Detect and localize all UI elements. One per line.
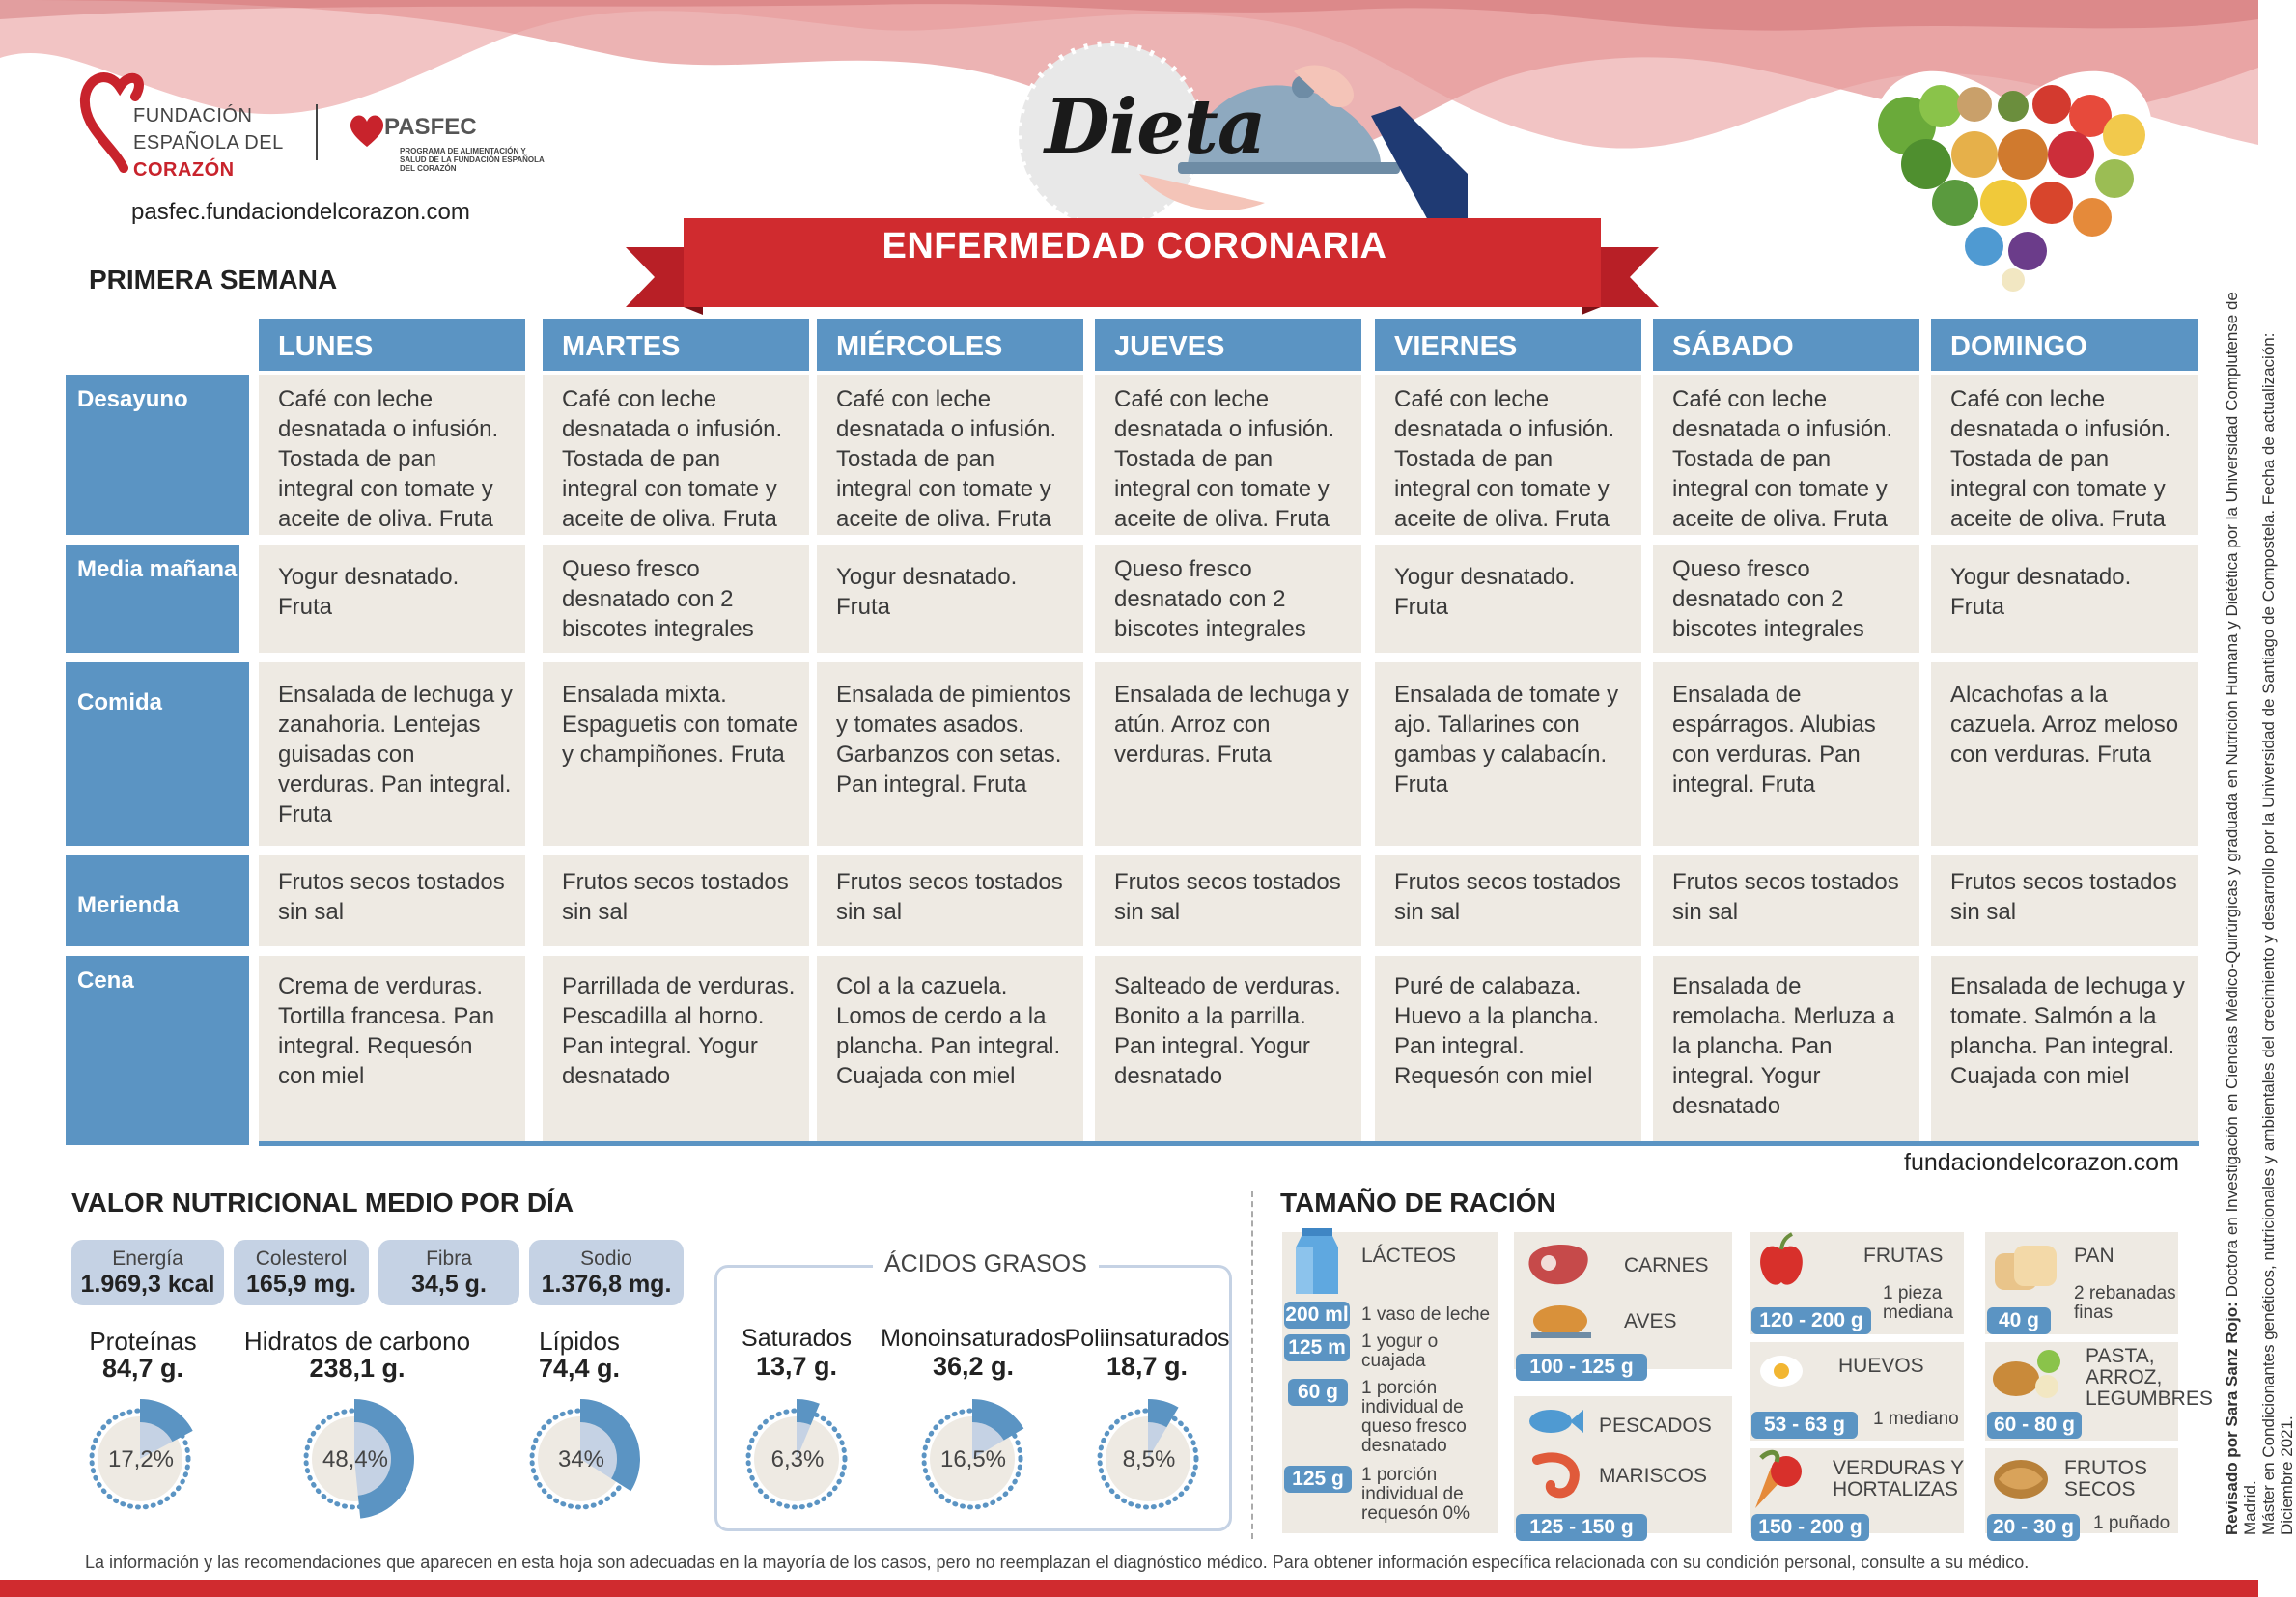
- ration-desc: 1 pieza mediana: [1883, 1283, 1953, 1323]
- nutrition-box-value: 1.969,3 kcal: [80, 1271, 215, 1298]
- pct-label-hidratos: 48,4%: [322, 1446, 389, 1472]
- footer-disclaimer: La información y las recomendaciones que aparecen en esta hoja son adecuadas en la mayoría de los casos, pero no reemplazan el diagnóstico médico. Para obtener información específica relacionada con su condición personal, consulte a su médico.: [85, 1553, 2030, 1572]
- menu-cell: Café con leche desnatada o infusión. Tostada de pan integral con tomate y aceite de oliva. Fruta: [1931, 375, 2198, 535]
- acid-value-poli: 18,7 g.: [1106, 1352, 1189, 1381]
- milk-carton-icon: [1294, 1226, 1340, 1294]
- nutrition-box-fibra: [378, 1240, 519, 1305]
- meal-header-media-manana: Media mañana: [66, 545, 239, 653]
- qty-pill: 125 m: [1284, 1334, 1350, 1361]
- side-credits: [2223, 280, 2296, 1535]
- meal-header-merienda: Merienda: [66, 855, 249, 946]
- vegetable-heart-illustration: [1868, 48, 2158, 309]
- pasfec-subtitle: PROGRAMA DE ALIMENTACIÓN Y SALUD DE LA FUNDACIÓN ESPAÑOLA DEL CORAZÓN: [400, 147, 545, 173]
- week-label: PRIMERA SEMANA: [89, 265, 338, 294]
- menu-cell: Frutos secos tostados sin sal: [259, 855, 525, 946]
- ration-label-frutas: FRUTAS: [1863, 1245, 1944, 1267]
- pasta-legumes-icon: [1989, 1344, 2070, 1406]
- logo-separator: [316, 104, 318, 160]
- website-link[interactable]: pasfec.fundaciondelcorazon.com: [131, 199, 470, 225]
- fec-line-1: FUNDACIÓN: [133, 105, 253, 126]
- qty-pill: 125 g: [1284, 1466, 1352, 1493]
- vegetables-icon: [1742, 1448, 1809, 1516]
- side-credits-text: [2223, 280, 2296, 1535]
- menu-cell: Puré de calabaza. Huevo a la plancha. Pan integral. Requesón con miel: [1375, 956, 1641, 1141]
- donut-arc: [797, 1399, 820, 1425]
- page-title: Dieta: [1045, 83, 1266, 171]
- ration-desc: 2 rebanadas finas: [2074, 1283, 2176, 1323]
- fec-line-2: ESPAÑOLA DEL: [133, 132, 284, 154]
- day-header-0: LUNES: [259, 319, 525, 371]
- nutrition-box-colesterol: [234, 1240, 369, 1305]
- meal-header-comida: Comida: [66, 662, 249, 846]
- menu-cell: Col a la cazuela. Lomos de cerdo a la plancha. Pan integral. Cuajada con miel: [817, 956, 1083, 1141]
- menu-cell: Café con leche desnatada o infusión. Tostada de pan integral con tomate y aceite de oliva. Fruta: [817, 375, 1083, 535]
- menu-cell: Café con leche desnatada o infusión. Tostada de pan integral con tomate y aceite de oliva. Fruta: [543, 375, 809, 535]
- acid-value-saturados: 13,7 g.: [755, 1352, 838, 1381]
- meal-header-desayuno: Desayuno: [66, 375, 249, 535]
- ration-desc: 1 vaso de leche: [1361, 1304, 1491, 1325]
- ration-desc: 1 porción individual de queso fresco desnatado: [1361, 1378, 1467, 1456]
- pasfec-title: PASFEC: [384, 114, 477, 140]
- qty-pill: 53 - 63 g: [1751, 1412, 1858, 1439]
- day-header-2: MIÉRCOLES: [817, 319, 1083, 371]
- ration-label-mariscos: MARISCOS: [1599, 1465, 1708, 1487]
- macro-label-hidratos: Hidratos de carbono: [243, 1327, 471, 1356]
- qty-pill: 40 g: [1987, 1307, 2051, 1334]
- macro-value-hidratos: 238,1 g.: [309, 1354, 406, 1383]
- nutrition-box-sodio: [529, 1240, 684, 1305]
- menu-cell: Yogur desnatado. Fruta: [1375, 545, 1641, 653]
- ration-label-pescados: PESCADOS: [1599, 1415, 1712, 1437]
- ration-label-huevos: HUEVOS: [1838, 1355, 1924, 1377]
- menu-cell: Café con leche desnatada o infusión. Tostada de pan integral con tomate y aceite de oliva. Fruta: [259, 375, 525, 535]
- table-bottom-line: [259, 1141, 2199, 1146]
- menu-cell: Ensalada de lechuga y atún. Arroz con verduras. Fruta: [1095, 662, 1361, 846]
- nutrition-box-label: Colesterol: [255, 1247, 348, 1270]
- qty-pill: 100 - 125 g: [1516, 1354, 1647, 1381]
- ration-label-lacteos: LÁCTEOS: [1361, 1245, 1457, 1267]
- website-bottom-link[interactable]: fundaciondelcorazon.com: [1904, 1149, 2179, 1176]
- menu-cell: Crema de verduras. Tortilla francesa. Pan integral. Requesón con miel: [259, 956, 525, 1141]
- bread-slices-icon: [1991, 1240, 2062, 1294]
- fec-logo-text: [133, 102, 284, 183]
- menu-cell: Queso fresco desnatado con 2 biscotes integrales: [1653, 545, 1919, 653]
- ribbon-title: ENFERMEDAD CORONARIA: [882, 226, 1387, 266]
- menu-cell: Frutos secos tostados sin sal: [1375, 855, 1641, 946]
- qty-pill: 125 - 150 g: [1516, 1514, 1647, 1541]
- qty-pill: 120 - 200 g: [1751, 1307, 1871, 1334]
- day-header-6: DOMINGO: [1931, 319, 2198, 371]
- reviewer-name: Revisado por Sara Sanz Rojo:: [2223, 1302, 2241, 1535]
- nutrition-box-label: Sodio: [580, 1247, 632, 1270]
- ration-title: TAMAÑO DE RACIÓN: [1280, 1188, 1556, 1218]
- menu-cell: Ensalada de remolacha. Merluza a la plancha. Pan integral. Yogur desnatado: [1653, 956, 1919, 1141]
- macro-value-proteinas: 84,7 g.: [101, 1354, 184, 1383]
- menu-cell: Ensalada de espárragos. Alubias con verduras. Pan integral. Fruta: [1653, 662, 1919, 846]
- apple-icon: [1757, 1232, 1806, 1288]
- roast-chicken-icon: [1527, 1294, 1595, 1340]
- qty-pill: 60 g: [1288, 1379, 1348, 1406]
- side-credits-line-1: [2223, 280, 2259, 1535]
- nutrition-box-value: 165,9 mg.: [246, 1271, 356, 1298]
- ration-desc: 1 yogur o cuajada: [1361, 1331, 1439, 1371]
- menu-cell: Ensalada de tomate y ajo. Tallarines con gambas y calabacín. Fruta: [1375, 662, 1641, 846]
- menu-cell: Café con leche desnatada o infusión. Tostada de pan integral con tomate y aceite de oliva. Fruta: [1653, 375, 1919, 535]
- nutrition-box-value: 34,5 g.: [411, 1271, 487, 1298]
- menu-cell: Queso fresco desnatado con 2 biscotes integrales: [543, 545, 809, 653]
- acid-label-saturados: Saturados: [742, 1325, 852, 1352]
- ration-desc: 1 porción individual de requesón 0%: [1361, 1465, 1470, 1524]
- macro-label-proteinas: Proteínas: [89, 1327, 197, 1356]
- menu-cell: Café con leche desnatada o infusión. Tostada de pan integral con tomate y aceite de oliva. Fruta: [1375, 375, 1641, 535]
- ration-label-carnes: CARNES: [1624, 1254, 1709, 1276]
- nutrition-box-energia: [71, 1240, 224, 1305]
- acid-label-mono: Monoinsaturados: [881, 1325, 1066, 1352]
- day-header-3: JUEVES: [1095, 319, 1361, 371]
- fec-line-3: CORAZÓN: [133, 159, 235, 181]
- day-header-4: VIERNES: [1375, 319, 1641, 371]
- pct-label-poli: 8,5%: [1122, 1446, 1176, 1472]
- menu-cell: Salteado de verduras. Bonito a la parrilla. Pan integral. Yogur desnatado: [1095, 956, 1361, 1141]
- pct-label-mono: 16,5%: [939, 1446, 1007, 1472]
- reviewer-line-1: Doctora en Investigación en Ciencias Médico-Quirúrgicas y graduada en Nutrición Humana y Dietética por la Universidad Complutense de Madrid.: [2223, 292, 2259, 1535]
- acid-label-poli: Poliinsaturados: [1064, 1325, 1230, 1352]
- steak-icon: [1524, 1240, 1593, 1290]
- macro-value-lipidos: 74,4 g.: [538, 1354, 621, 1383]
- nutrition-box-label: Fibra: [426, 1247, 472, 1270]
- menu-cell: Ensalada mixta. Espaguetis con tomate y champiñones. Fruta: [543, 662, 809, 846]
- menu-cell: Ensalada de pimientos y tomates asados. Garbanzos con setas. Pan integral. Fruta: [817, 662, 1083, 846]
- section-divider: [1251, 1191, 1253, 1539]
- qty-pill: 150 - 200 g: [1751, 1514, 1869, 1541]
- footer-bar: [0, 1580, 2258, 1597]
- menu-cell: Yogur desnatado. Fruta: [817, 545, 1083, 653]
- menu-cell: Yogur desnatado. Fruta: [259, 545, 525, 653]
- qty-pill: 20 - 30 g: [1987, 1514, 2080, 1541]
- nutrition-box-value: 1.376,8 mg.: [541, 1271, 672, 1298]
- menu-cell: Parrillada de verduras. Pescadilla al horno. Pan integral. Yogur desnatado: [543, 956, 809, 1141]
- macro-label-lipidos: Lípidos: [539, 1327, 620, 1356]
- walnut-icon: [1991, 1454, 2051, 1502]
- ration-label-aves: AVES: [1624, 1310, 1677, 1332]
- menu-cell: Frutos secos tostados sin sal: [543, 855, 809, 946]
- day-header-1: MARTES: [543, 319, 809, 371]
- pasfec-heart-icon: [348, 112, 386, 151]
- menu-cell: Ensalada de lechuga y zanahoria. Lentejas guisadas con verduras. Pan integral. Fruta: [259, 662, 525, 846]
- ration-label-pan: PAN: [2074, 1245, 2114, 1267]
- pct-label-proteinas: 17,2%: [107, 1446, 175, 1472]
- meal-header-cena: Cena: [66, 956, 249, 1145]
- pct-label-saturados: 6,3%: [770, 1446, 825, 1472]
- acid-value-mono: 36,2 g.: [932, 1352, 1015, 1381]
- shrimp-icon: [1527, 1450, 1585, 1499]
- menu-cell: Yogur desnatado. Fruta: [1931, 545, 2198, 653]
- ration-desc: 1 puñado: [2093, 1513, 2170, 1533]
- menu-cell: Ensalada de lechuga y tomate. Salmón a la plancha. Pan integral. Cuajada con miel: [1931, 956, 2198, 1141]
- nutrition-box-label: Energía: [112, 1247, 183, 1270]
- menu-cell: Frutos secos tostados sin sal: [817, 855, 1083, 946]
- menu-cell: Frutos secos tostados sin sal: [1095, 855, 1361, 946]
- reviewer-line-2: Máster en Condicionantes genéticos, nutricionales y ambientales del crecimiento y desarrollo por la Universidad de Santiago de Compostela. Fecha de actualización: Diciembre 2021.: [2259, 332, 2296, 1535]
- ration-label-pasta: PASTA, ARROZ, LEGUMBRES: [2086, 1345, 2213, 1410]
- menu-cell: Frutos secos tostados sin sal: [1931, 855, 2198, 946]
- nutrition-title: VALOR NUTRICIONAL MEDIO POR DÍA: [71, 1188, 574, 1218]
- ration-label-verduras: VERDURAS Y HORTALIZAS: [1833, 1457, 1964, 1500]
- ration-desc: 1 mediano: [1873, 1409, 1959, 1429]
- fish-icon: [1526, 1402, 1583, 1441]
- ration-label-frutos-secos: FRUTOS SECOS: [2064, 1457, 2147, 1500]
- menu-cell: Queso fresco desnatado con 2 biscotes integrales: [1095, 545, 1361, 653]
- day-header-5: SÁBADO: [1653, 319, 1919, 371]
- menu-cell: Café con leche desnatada o infusión. Tostada de pan integral con tomate y aceite de oliva. Fruta: [1095, 375, 1361, 535]
- menu-cell: Alcachofas a la cazuela. Arroz meloso con verduras. Fruta: [1931, 662, 2198, 846]
- menu-cell: Frutos secos tostados sin sal: [1653, 855, 1919, 946]
- qty-pill: 60 - 80 g: [1987, 1412, 2082, 1439]
- egg-icon: [1757, 1352, 1806, 1390]
- pct-label-lipidos: 34%: [557, 1446, 605, 1472]
- fatty-acids-title: ÁCIDOS GRASOS: [873, 1250, 1099, 1278]
- qty-pill: 200 ml: [1284, 1302, 1350, 1329]
